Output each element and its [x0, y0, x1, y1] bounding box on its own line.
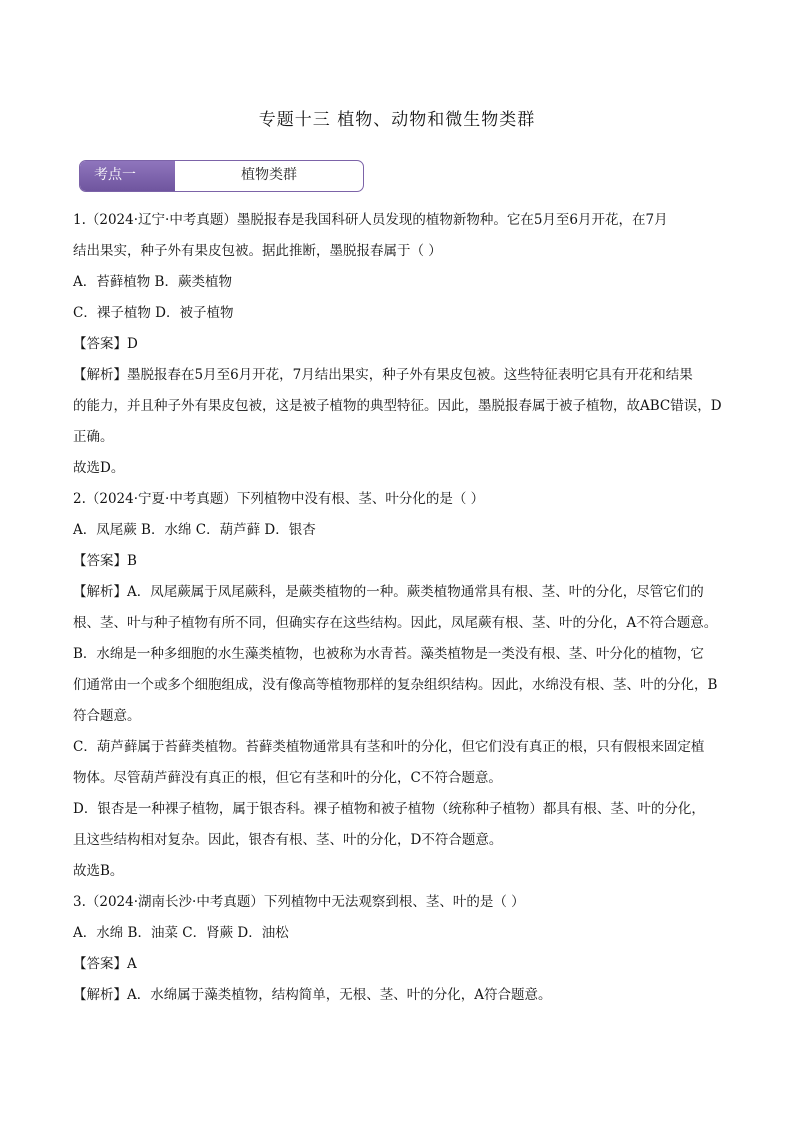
text-line: 故选D。: [73, 460, 125, 476]
text-line: C．葫芦藓属于苔藓类植物。苔藓类植物通常具有茎和叶的分化，但它们没有真正的根，只有假根来固定植: [73, 739, 705, 755]
page-title: 专题十三 植物、动物和微生物类群: [258, 110, 536, 130]
text-line: B．水绵是一种多细胞的水生藻类植物，也被称为水青苔。藻类植物是一类没有根、茎、叶分化的植物，它: [73, 646, 704, 662]
text-line: 【答案】B: [73, 553, 137, 569]
section-tag-label: 考点一: [80, 161, 175, 191]
question-content: [73, 205, 723, 1011]
text-line: A．凤尾蕨 B．水绵 C．葫芦藓 D．银杏: [73, 522, 316, 538]
text-line: 【答案】D: [73, 336, 138, 352]
text-line: C．裸子植物 D．被子植物: [73, 305, 234, 321]
text-line: 且这些结构相对复杂。因此，银杏有根、茎、叶的分化，D不符合题意。: [73, 832, 503, 848]
text-line: 【答案】A: [73, 956, 137, 972]
text-line: 们通常由一个或多个细胞组成，没有像高等植物那样的复杂组织结构。因此，水绵没有根、茎、叶的分化，B: [73, 677, 718, 693]
text-line: 根、茎、叶与种子植物有所不同，但确实存在这些结构。因此，凤尾蕨有根、茎、叶的分化，A不符合题意。: [73, 615, 718, 631]
text-line: 物体。尽管葫芦藓没有真正的根，但它有茎和叶的分化，C不符合题意。: [73, 770, 502, 786]
section-tag-text: 植物类群: [241, 167, 297, 183]
text-line: 结出果实，种子外有果皮包被。据此推断，墨脱报春属于（ ）: [73, 243, 442, 259]
text-line: 1.（2024·辽宁·中考真题）墨脱报春是我国科研人员发现的植物新物种。它在5月至6月开花，在7月: [73, 212, 668, 228]
text-line: 3.（2024·湖南长沙·中考真题）下列植物中无法观察到根、茎、叶的是（ ）: [73, 894, 525, 910]
text-line: 符合题意。: [73, 708, 141, 724]
text-line: 【解析】A．水绵属于藻类植物，结构简单，无根、茎、叶的分化，A符合题意。: [73, 987, 552, 1003]
text-line: 正确。: [73, 429, 114, 445]
text-line: D．银杏是一种裸子植物，属于银杏科。裸子植物和被子植物（统称种子植物）都具有根、茎、叶的分化，: [73, 801, 705, 817]
text-line: 故选B。: [73, 863, 124, 879]
text-line: 的能力，并且种子外有果皮包被，这是被子植物的典型特征。因此，墨脱报春属于被子植物，故ABC错误，D: [73, 398, 722, 414]
text-line: A．水绵 B．油菜 C．肾蕨 D．油松: [73, 925, 289, 941]
text-line: A．苔藓植物 B．蕨类植物: [73, 274, 232, 290]
text-line: 【解析】A．凤尾蕨属于凤尾蕨科，是蕨类植物的一种。蕨类植物通常具有根、茎、叶的分化，尽管它们的: [73, 584, 704, 600]
text-line: 【解析】墨脱报春在5月至6月开花，7月结出果实，种子外有果皮包被。这些特征表明它具有开花和结果: [73, 367, 693, 383]
section-tag: [79, 160, 364, 192]
text-line: 2.（2024·宁夏·中考真题）下列植物中没有根、茎、叶分化的是（ ）: [73, 491, 485, 507]
